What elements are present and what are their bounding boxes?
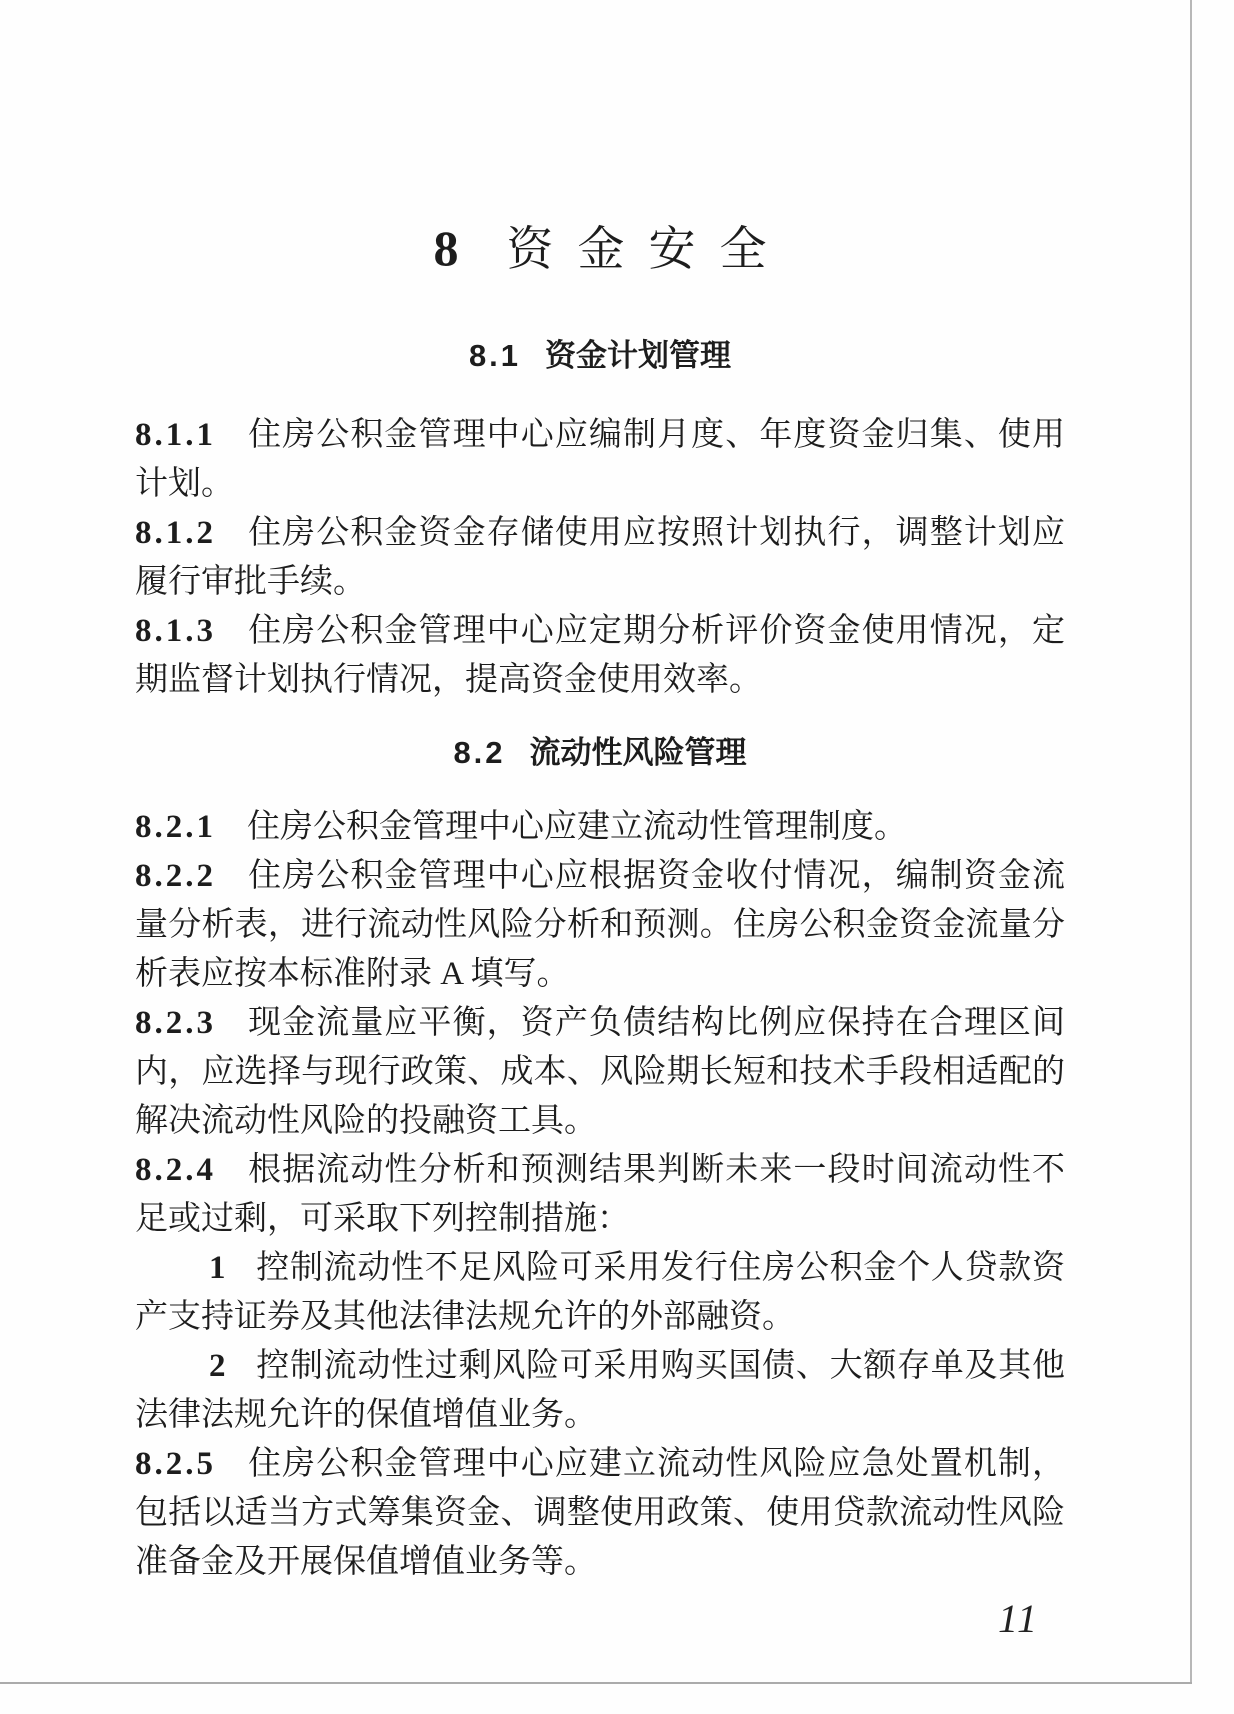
- clause-number: 8.1.3: [135, 613, 216, 649]
- section-number: 8.2: [453, 735, 506, 770]
- clause-number: 8.2.2: [135, 858, 216, 894]
- list-item-1: [135, 1244, 1065, 1342]
- list-item-number: 1: [209, 1250, 226, 1286]
- section-title: 资金计划管理: [545, 338, 732, 373]
- list-item-2: [135, 1342, 1065, 1440]
- chapter-heading: [135, 214, 1065, 288]
- clause-paragraph-8-1-3: [135, 607, 1065, 705]
- clause-text: 住房公积金管理中心应定期分析评价资金使用情况，定期监督计划执行情况，提高资金使用效率。: [135, 613, 1065, 698]
- clause-text: 根据流动性分析和预测结果判断未来一段时间流动性不足或过剩，可采取下列控制措施：: [135, 1152, 1065, 1237]
- clause-paragraph-8-2-1: [135, 803, 1065, 852]
- page-content: [135, 0, 1065, 1587]
- clause-number: 8.2.3: [135, 1005, 216, 1041]
- list-item-number: 2: [209, 1348, 226, 1384]
- clause-number: 8.2.5: [135, 1446, 216, 1482]
- list-item-text: 控制流动性不足风险可采用发行住房公积金个人贷款资产支持证券及其他法律法规允许的外部融资。: [135, 1250, 1065, 1335]
- list-item-text: 控制流动性过剩风险可采用购买国债、大额存单及其他法律法规允许的保值增值业务。: [135, 1348, 1065, 1433]
- clause-paragraph-8-2-3: [135, 999, 1065, 1146]
- chapter-number: 8: [433, 220, 459, 276]
- clause-number: 8.1.2: [135, 515, 216, 551]
- clause-text: 住房公积金管理中心应编制月度、年度资金归集、使用计划。: [135, 417, 1065, 502]
- clause-paragraph-8-2-2: [135, 852, 1065, 999]
- clause-number: 8.2.1: [135, 809, 216, 845]
- clause-text: 住房公积金管理中心应根据资金收付情况，编制资金流量分析表，进行流动性风险分析和预测。住房公积金资金流量分析表应按本标准附录 A 填写。: [135, 858, 1065, 992]
- section-heading-8-2: [135, 731, 1065, 775]
- clause-paragraph-8-2-5: [135, 1440, 1065, 1587]
- clause-number: 8.1.1: [135, 417, 216, 453]
- page-edge-bottom-line: [0, 1682, 1192, 1684]
- clause-text: 住房公积金管理中心应建立流动性管理制度。: [247, 809, 907, 845]
- page-number: 11: [998, 1596, 1040, 1641]
- clause-paragraph-8-1-1: [135, 411, 1065, 509]
- page-edge-right-line: [1190, 0, 1192, 1684]
- chapter-title: 资金安全: [506, 224, 791, 276]
- section-title: 流动性风险管理: [529, 735, 747, 770]
- clause-paragraph-8-1-2: [135, 509, 1065, 607]
- clause-number: 8.2.4: [135, 1152, 216, 1188]
- clause-text: 住房公积金资金存储使用应按照计划执行，调整计划应履行审批手续。: [135, 515, 1065, 600]
- clause-text: 现金流量应平衡，资产负债结构比例应保持在合理区间内，应选择与现行政策、成本、风险期长短和技术手段相适配的解决流动性风险的投融资工具。: [135, 1005, 1065, 1139]
- clause-text: 住房公积金管理中心应建立流动性风险应急处置机制，包括以适当方式筹集资金、调整使用政策、使用贷款流动性风险准备金及开展保值增值业务等。: [135, 1446, 1065, 1580]
- section-heading-8-1: [135, 334, 1065, 378]
- clause-paragraph-8-2-4: [135, 1146, 1065, 1244]
- section-number: 8.1: [468, 338, 522, 373]
